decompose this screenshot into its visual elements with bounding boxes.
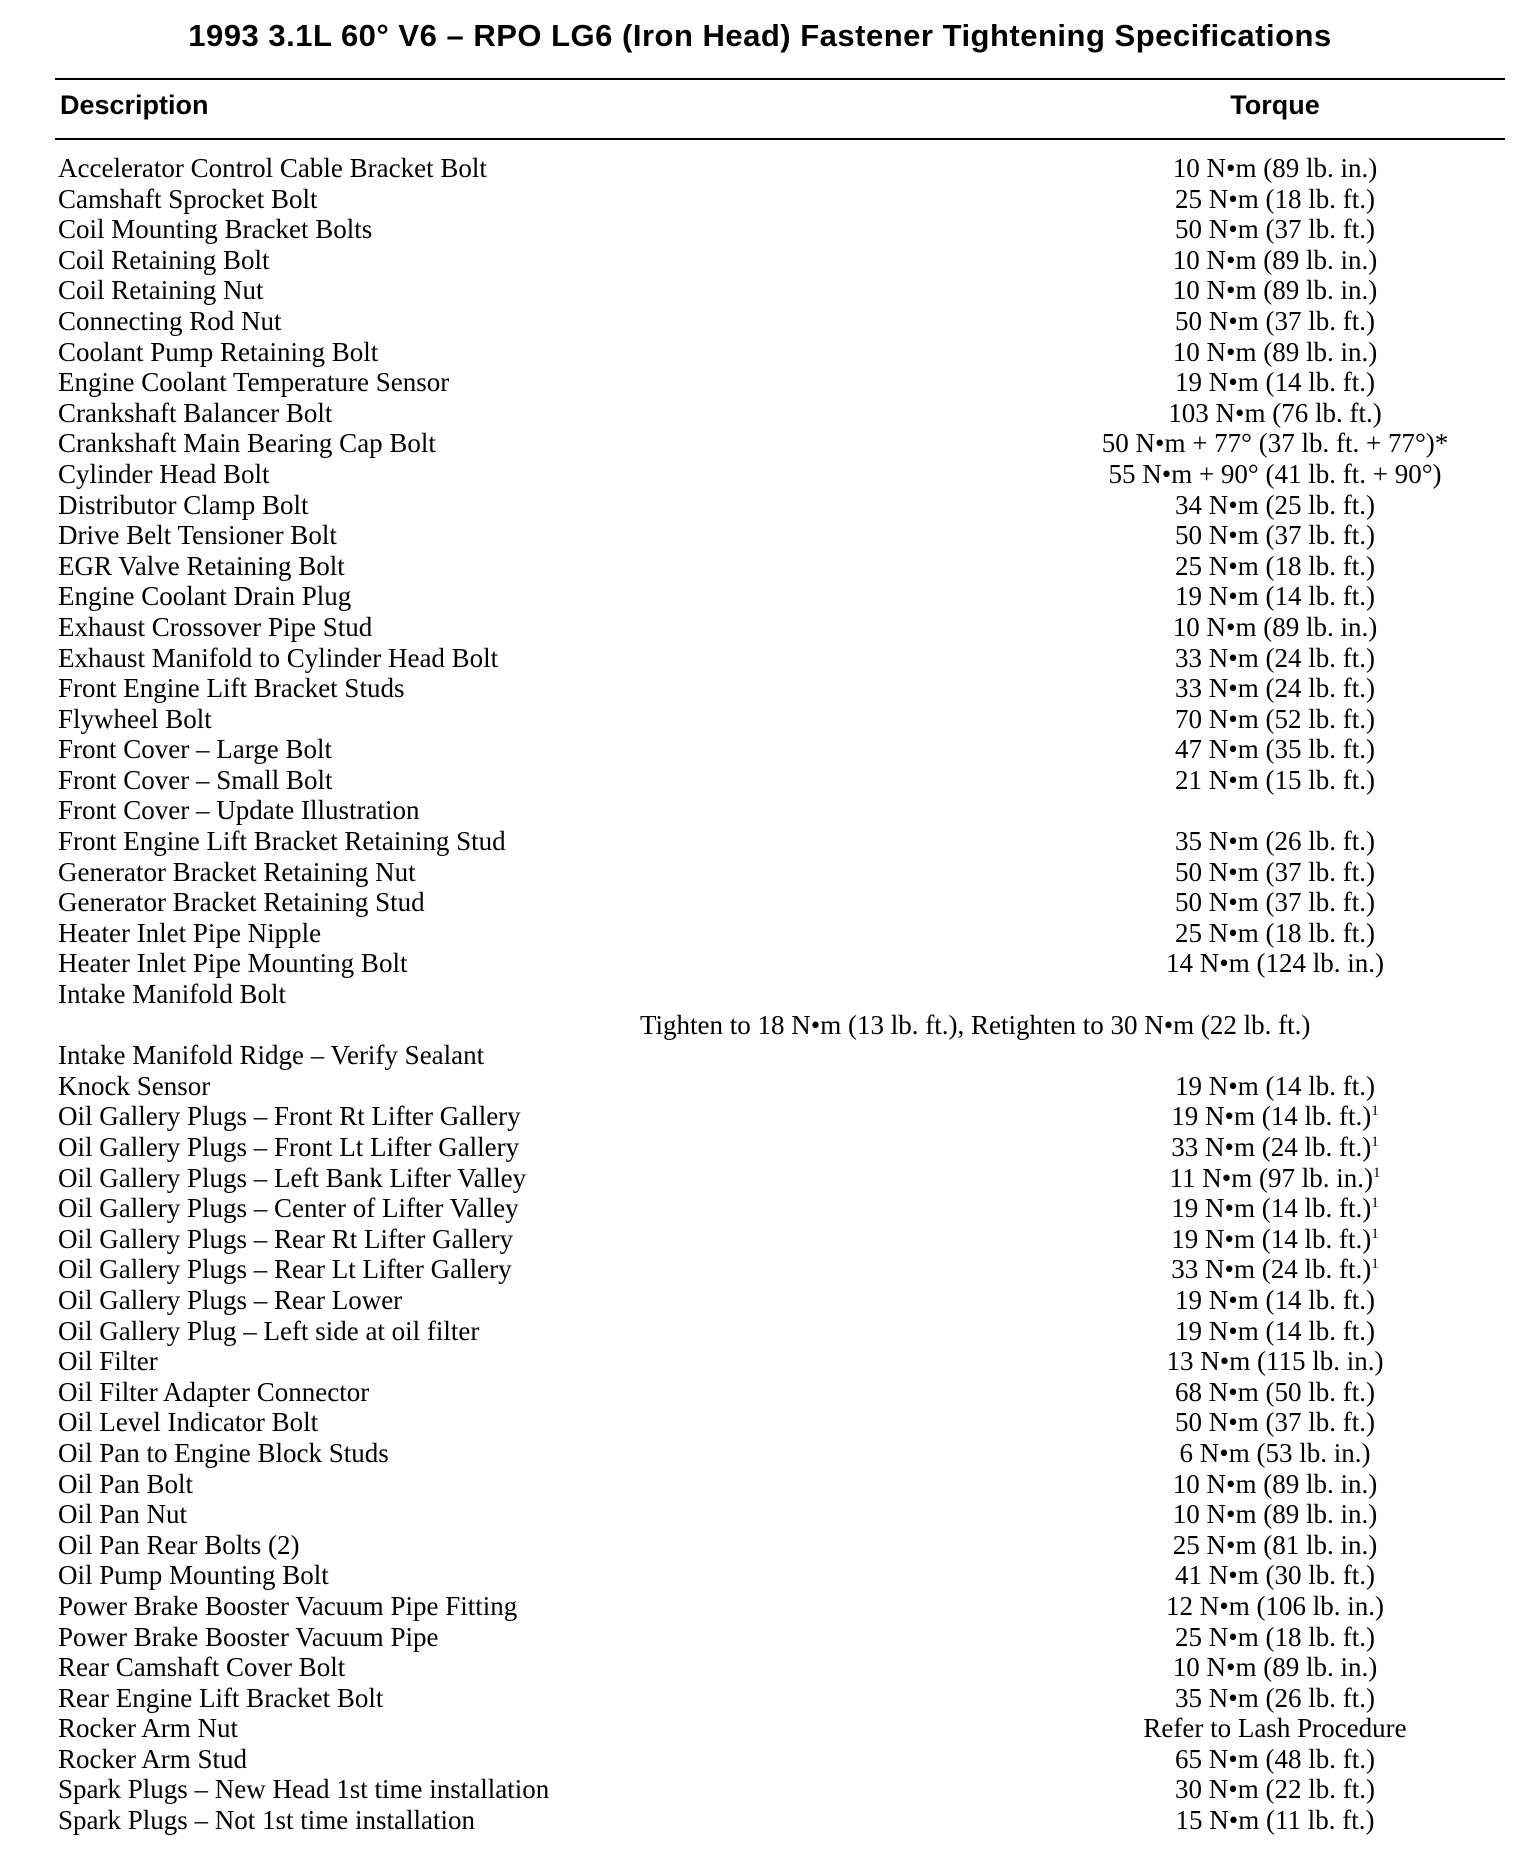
description-cell: Oil Level Indicator Bolt	[58, 1407, 319, 1438]
torque-value: 10 N•m (89 lb. in.)	[1172, 1499, 1378, 1530]
torque-cell	[1010, 1774, 1520, 1805]
torque-cell	[1010, 1560, 1520, 1591]
table-row	[0, 337, 1520, 368]
description-cell: Power Brake Booster Vacuum Pipe	[58, 1621, 439, 1652]
torque-value: 19 N•m (14 lb. ft.)	[1175, 1315, 1375, 1346]
table-row	[0, 1407, 1520, 1438]
torque-value: 50 N•m (37 lb. ft.)	[1175, 305, 1375, 336]
table-row	[0, 306, 1520, 337]
description-cell: Engine Coolant Drain Plug	[58, 581, 352, 612]
description-cell: Engine Coolant Temperature Sensor	[58, 367, 450, 398]
description-cell: Front Engine Lift Bracket Retaining Stud	[58, 826, 506, 857]
description-cell: Rocker Arm Nut	[58, 1713, 238, 1744]
description-cell: Oil Gallery Plugs – Rear Lt Lifter Gallery	[58, 1254, 512, 1285]
torque-cell	[1010, 1101, 1520, 1132]
torque-value: 19 N•m (14 lb. ft.)	[1171, 1223, 1372, 1254]
torque-value: 19 N•m (14 lb. ft.)	[1175, 1284, 1375, 1315]
table-row	[0, 1101, 1520, 1132]
description-cell: Oil Pan Bolt	[58, 1468, 194, 1499]
torque-cell	[1010, 612, 1520, 643]
description-cell: Heater Inlet Pipe Mounting Bolt	[58, 948, 408, 979]
torque-cell	[1010, 275, 1520, 306]
table-row	[0, 1469, 1520, 1500]
torque-cell	[1010, 1407, 1520, 1438]
description-cell: Generator Bracket Retaining Stud	[58, 887, 425, 918]
table-row	[0, 1346, 1520, 1377]
table-row	[0, 795, 1520, 826]
torque-value: 35 N•m (26 lb. ft.)	[1175, 1682, 1375, 1713]
description-cell: Oil Gallery Plugs – Center of Lifter Valley	[58, 1193, 519, 1224]
description-cell: Intake Manifold Bolt	[58, 979, 286, 1010]
torque-cell	[1010, 1469, 1520, 1500]
description-cell: Accelerator Control Cable Bracket Bolt	[58, 153, 487, 183]
table-row	[0, 826, 1520, 857]
torque-cell	[1010, 918, 1520, 949]
torque-cell	[1010, 1346, 1520, 1377]
torque-column-header: Torque	[1230, 90, 1320, 120]
torque-value: 33 N•m (24 lb. ft.)	[1175, 673, 1375, 704]
table-row	[0, 551, 1520, 582]
torque-cell	[1010, 1438, 1520, 1469]
torque-value: 55 N•m + 90° (41 lb. ft. + 90°)	[1108, 458, 1442, 489]
table-row	[0, 1316, 1520, 1347]
torque-cell	[1010, 1591, 1520, 1622]
table-row	[0, 1377, 1520, 1408]
torque-cell	[640, 1010, 1420, 1041]
description-cell: Distributor Clamp Bolt	[58, 489, 309, 520]
torque-value: 10 N•m (89 lb. in.)	[1172, 611, 1378, 642]
torque-cell	[1010, 520, 1520, 551]
description-cell: Front Cover – Small Bolt	[58, 764, 333, 795]
table-row	[0, 1010, 1520, 1041]
torque-cell	[1010, 214, 1520, 245]
torque-cell	[1010, 1499, 1520, 1530]
description-cell: Oil Pump Mounting Bolt	[58, 1560, 329, 1591]
torque-cell	[1010, 1193, 1520, 1224]
description-cell: Coil Retaining Bolt	[58, 244, 270, 275]
torque-cell	[1010, 1652, 1520, 1683]
table-row	[0, 612, 1520, 643]
torque-cell	[1010, 551, 1520, 582]
torque-cell	[1010, 1254, 1520, 1285]
torque-cell	[1010, 643, 1520, 674]
torque-value: 50 N•m + 77° (37 lb. ft. + 77°)*	[1101, 428, 1449, 459]
description-column-header: Description	[60, 90, 209, 120]
table-row	[0, 1805, 1520, 1836]
torque-value: 68 N•m (50 lb. ft.)	[1175, 1376, 1375, 1407]
table-row	[0, 1591, 1520, 1622]
torque-cell	[1010, 490, 1520, 521]
torque-cell	[1010, 1377, 1520, 1408]
description-cell: Oil Gallery Plugs – Front Lt Lifter Gallery	[58, 1132, 520, 1162]
footnote-marker: 1	[1372, 1164, 1381, 1181]
description-cell: Oil Pan Rear Bolts (2)	[58, 1529, 300, 1560]
description-cell: Spark Plugs – Not 1st time installation	[58, 1805, 475, 1836]
torque-cell	[1010, 1622, 1520, 1653]
torque-value: 19 N•m (14 lb. ft.)	[1171, 1101, 1372, 1132]
torque-value: 10 N•m (89 lb. in.)	[1172, 244, 1378, 275]
header-top-rule	[55, 78, 1505, 80]
torque-value: 25 N•m (18 lb. ft.)	[1175, 550, 1375, 581]
torque-cell	[1010, 153, 1520, 184]
table-row	[0, 1254, 1520, 1285]
description-cell: Power Brake Booster Vacuum Pipe Fitting	[58, 1590, 518, 1621]
description-cell: Coil Mounting Bracket Bolts	[58, 214, 373, 245]
torque-cell	[1010, 459, 1520, 490]
table-row	[0, 214, 1520, 245]
footnote-marker: 1	[1371, 1134, 1379, 1150]
torque-value: 34 N•m (25 lb. ft.)	[1175, 489, 1375, 520]
torque-cell	[1010, 1683, 1520, 1714]
torque-value: 10 N•m (89 lb. in.)	[1172, 1652, 1378, 1683]
torque-cell	[1010, 1132, 1520, 1163]
table-row	[0, 643, 1520, 674]
description-cell: Cylinder Head Bolt	[58, 458, 270, 489]
footnote-marker: 1	[1371, 1225, 1379, 1242]
description-cell: Heater Inlet Pipe Nipple	[58, 917, 322, 948]
table-row	[0, 1622, 1520, 1653]
description-cell: Exhaust Crossover Pipe Stud	[58, 611, 373, 642]
torque-value: Refer to Lash Procedure	[1143, 1713, 1407, 1744]
description-cell: Coil Retaining Nut	[58, 275, 264, 306]
table-row	[0, 1683, 1520, 1714]
torque-value: 12 N•m (106 lb. in.)	[1166, 1590, 1384, 1621]
description-cell: Camshaft Sprocket Bolt	[58, 183, 318, 214]
table-row	[0, 1713, 1520, 1744]
description-cell: Rear Camshaft Cover Bolt	[58, 1652, 346, 1683]
torque-cell	[1010, 184, 1520, 215]
page-title: 1993 3.1L 60° V6 – RPO LG6 (Iron Head) Fastener Tightening Specifications	[188, 18, 1332, 53]
table-row	[0, 398, 1520, 429]
description-cell: Rocker Arm Stud	[58, 1743, 247, 1774]
torque-value: 103 N•m (76 lb. ft.)	[1168, 397, 1382, 428]
torque-cell	[1010, 1285, 1520, 1316]
torque-value: 15 N•m (11 lb. ft.)	[1175, 1805, 1375, 1836]
description-cell: Generator Bracket Retaining Nut	[58, 856, 416, 887]
footnote-marker: 1	[1371, 1103, 1379, 1120]
table-row	[0, 1071, 1520, 1102]
torque-value: 10 N•m (89 lb. in.)	[1172, 1468, 1378, 1499]
torque-cell	[1010, 826, 1520, 857]
table-row	[0, 979, 1520, 1010]
torque-cell	[1010, 1316, 1520, 1347]
torque-cell	[1010, 857, 1520, 888]
torque-cell	[1010, 337, 1520, 368]
torque-cell	[1010, 1713, 1520, 1744]
description-cell: Oil Gallery Plugs – Rear Rt Lifter Gallery	[58, 1223, 514, 1254]
torque-value: 19 N•m (14 lb. ft.)	[1171, 1193, 1372, 1224]
torque-cell	[1010, 1744, 1520, 1775]
table-row	[0, 1163, 1520, 1194]
table-row	[0, 765, 1520, 796]
table-row	[0, 428, 1520, 459]
table-row	[0, 948, 1520, 979]
torque-cell	[1010, 1530, 1520, 1561]
torque-value: 50 N•m (37 lb. ft.)	[1175, 214, 1375, 245]
torque-cell	[1010, 581, 1520, 612]
table-row	[0, 734, 1520, 765]
table-row	[0, 887, 1520, 918]
spec-table-body	[0, 153, 1520, 1836]
torque-value: 50 N•m (37 lb. ft.)	[1175, 856, 1375, 887]
table-row	[0, 581, 1520, 612]
description-cell: Oil Filter Adapter Connector	[58, 1376, 370, 1407]
torque-cell	[1010, 367, 1520, 398]
torque-cell	[1010, 398, 1520, 429]
table-row	[0, 367, 1520, 398]
torque-cell	[1010, 734, 1520, 765]
description-cell: Front Cover – Update Illustration	[58, 795, 420, 826]
description-cell: Drive Belt Tensioner Bolt	[58, 520, 337, 551]
torque-cell	[1010, 1224, 1520, 1255]
table-row	[0, 245, 1520, 276]
torque-cell	[1010, 1163, 1520, 1194]
torque-cell	[1010, 1071, 1520, 1102]
description-cell: Connecting Rod Nut	[58, 305, 282, 336]
description-cell: Intake Manifold Ridge – Verify Sealant	[58, 1040, 485, 1071]
torque-value: 41 N•m (30 lb. ft.)	[1175, 1560, 1375, 1591]
torque-cell	[1010, 1805, 1520, 1836]
description-cell: Exhaust Manifold to Cylinder Head Bolt	[58, 642, 499, 673]
torque-value: 47 N•m (35 lb. ft.)	[1175, 734, 1375, 765]
table-row	[0, 673, 1520, 704]
description-cell: Oil Gallery Plugs – Left Bank Lifter Valley	[58, 1162, 527, 1193]
description-cell: Oil Gallery Plugs – Front Rt Lifter Gallery	[58, 1101, 521, 1132]
torque-cell	[1010, 306, 1520, 337]
torque-value: 35 N•m (26 lb. ft.)	[1175, 826, 1375, 857]
torque-value: 50 N•m (37 lb. ft.)	[1175, 520, 1375, 551]
table-row	[0, 1040, 1520, 1071]
table-row	[0, 1224, 1520, 1255]
description-cell: Knock Sensor	[58, 1070, 211, 1101]
torque-cell	[1010, 765, 1520, 796]
table-row	[0, 153, 1520, 184]
description-cell: Oil Pan Nut	[58, 1499, 188, 1530]
torque-cell	[1010, 887, 1520, 918]
table-row	[0, 1132, 1520, 1163]
table-row	[0, 184, 1520, 215]
description-cell: Oil Gallery Plug – Left side at oil filter	[58, 1315, 480, 1346]
torque-value: 10 N•m (89 lb. in.)	[1172, 336, 1378, 367]
table-row	[0, 275, 1520, 306]
description-cell: Front Engine Lift Bracket Studs	[58, 673, 405, 704]
table-row	[0, 1499, 1520, 1530]
description-cell: Rear Engine Lift Bracket Bolt	[58, 1682, 384, 1713]
torque-cell	[1010, 704, 1520, 735]
table-row	[0, 1530, 1520, 1561]
torque-value: 33 N•m (24 lb. ft.)	[1171, 1132, 1372, 1162]
description-cell: Crankshaft Main Bearing Cap Bolt	[58, 428, 436, 459]
header-bottom-rule	[55, 138, 1505, 140]
torque-value: 50 N•m (37 lb. ft.)	[1175, 887, 1375, 918]
torque-value: 25 N•m (18 lb. ft.)	[1175, 917, 1375, 948]
table-row	[0, 520, 1520, 551]
torque-value: 19 N•m (14 lb. ft.)	[1175, 1070, 1375, 1101]
description-cell: Crankshaft Balancer Bolt	[58, 397, 333, 428]
torque-cell	[1010, 948, 1520, 979]
torque-cell	[1010, 245, 1520, 276]
torque-value: 19 N•m (14 lb. ft.)	[1175, 367, 1375, 398]
torque-value: 13 N•m (115 lb. in.)	[1166, 1346, 1384, 1377]
torque-value: 6 N•m (53 lb. in.)	[1179, 1437, 1371, 1468]
torque-value: 10 N•m (89 lb. in.)	[1172, 275, 1378, 306]
torque-value: 11 N•m (97 lb. in.)	[1169, 1162, 1373, 1193]
description-cell: Flywheel Bolt	[58, 703, 212, 734]
torque-value: 33 N•m (24 lb. ft.)	[1171, 1254, 1372, 1285]
table-row	[0, 918, 1520, 949]
description-cell: EGR Valve Retaining Bolt	[58, 550, 345, 581]
table-row	[0, 459, 1520, 490]
torque-value: 65 N•m (48 lb. ft.)	[1175, 1743, 1375, 1774]
torque-value: 70 N•m (52 lb. ft.)	[1175, 703, 1375, 734]
table-row	[0, 1193, 1520, 1224]
torque-cell	[1010, 428, 1520, 459]
table-row	[0, 1285, 1520, 1316]
table-row	[0, 704, 1520, 735]
torque-value: 10 N•m (89 lb. in.)	[1172, 153, 1378, 183]
torque-value: Tighten to 18 N•m (13 lb. ft.), Retighten to 30 N•m (22 lb. ft.)	[640, 1009, 1311, 1040]
torque-value: 21 N•m (15 lb. ft.)	[1175, 764, 1375, 795]
table-row	[0, 1652, 1520, 1683]
table-row	[0, 1744, 1520, 1775]
torque-value: 19 N•m (14 lb. ft.)	[1175, 581, 1375, 612]
torque-cell	[1010, 673, 1520, 704]
table-row	[0, 490, 1520, 521]
torque-value: 25 N•m (81 lb. in.)	[1172, 1529, 1378, 1560]
table-row	[0, 1438, 1520, 1469]
torque-value: 33 N•m (24 lb. ft.)	[1175, 642, 1375, 673]
footnote-marker: 1	[1371, 1195, 1379, 1212]
description-cell: Oil Gallery Plugs – Rear Lower	[58, 1284, 403, 1315]
torque-value: 14 N•m (124 lb. in.)	[1166, 948, 1384, 979]
table-row	[0, 857, 1520, 888]
description-cell: Oil Pan to Engine Block Studs	[58, 1437, 389, 1468]
description-cell: Coolant Pump Retaining Bolt	[58, 336, 379, 367]
description-cell: Oil Filter	[58, 1346, 158, 1377]
torque-value: 30 N•m (22 lb. ft.)	[1175, 1774, 1375, 1805]
table-row	[0, 1774, 1520, 1805]
torque-value: 50 N•m (37 lb. ft.)	[1175, 1407, 1375, 1438]
footnote-marker: 1	[1371, 1256, 1379, 1273]
description-cell: Spark Plugs – New Head 1st time installation	[58, 1774, 550, 1805]
torque-value: 25 N•m (18 lb. ft.)	[1175, 183, 1375, 214]
torque-value: 25 N•m (18 lb. ft.)	[1175, 1621, 1375, 1652]
table-row	[0, 1560, 1520, 1591]
description-cell: Front Cover – Large Bolt	[58, 734, 332, 765]
